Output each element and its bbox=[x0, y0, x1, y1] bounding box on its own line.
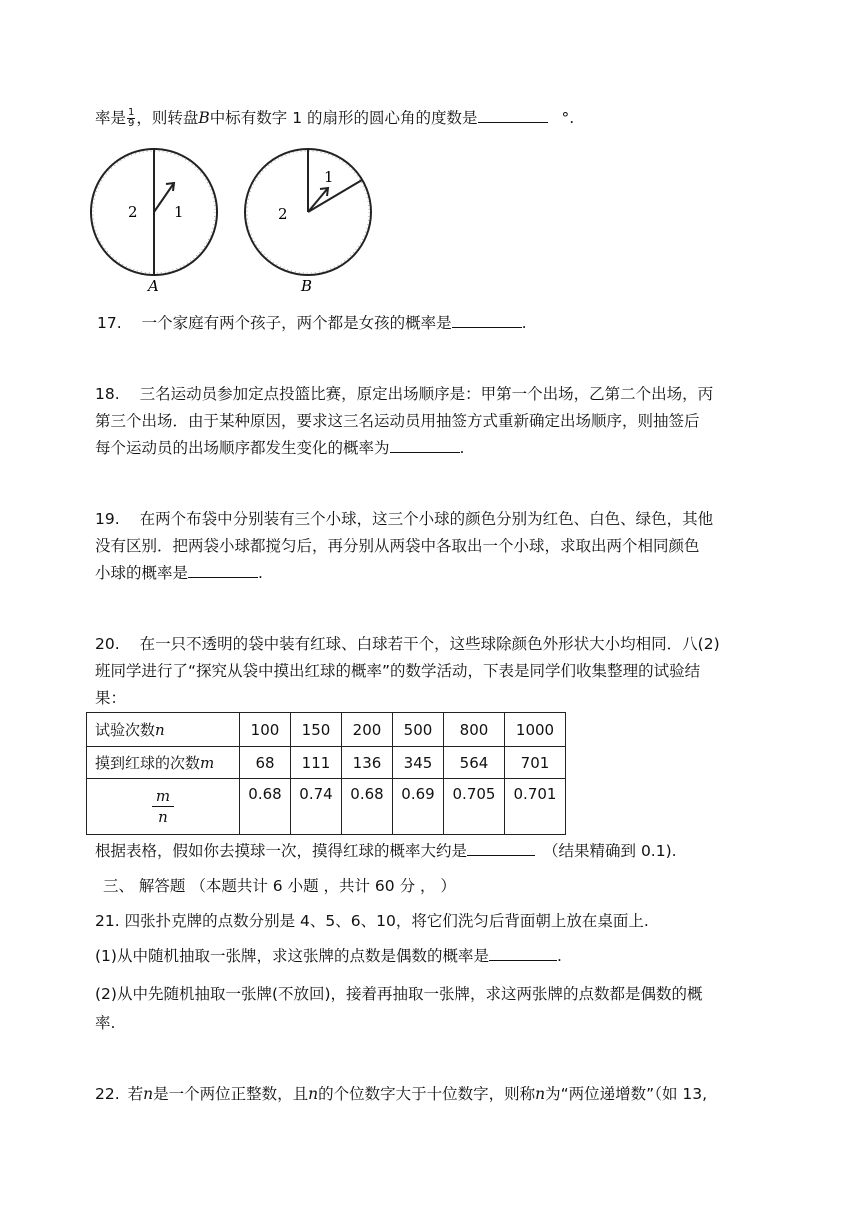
question-21-part-2-line-2: 率. bbox=[95, 1014, 116, 1032]
question-20-after-table: 根据表格，假如你去摸球一次，摸得红球的概率大约是 （结果精确到 0.1). bbox=[95, 842, 677, 860]
q19-number: 19. bbox=[95, 510, 120, 528]
table-header-trials: 试验次数n bbox=[87, 713, 240, 747]
q16-fraction: $\frac{1}{9}$ bbox=[128, 107, 135, 129]
question-21: 21. 四张扑克牌的点数分别是 4、5、6、10，将它们洗匀后背面朝上放在桌面上. bbox=[95, 912, 649, 930]
table-cell: 111 bbox=[291, 747, 342, 779]
q17-text: 一个家庭有两个孩子，两个都是女孩的概率是 bbox=[141, 314, 452, 332]
q16-text-2: ，则转盘 bbox=[136, 109, 199, 127]
q20-number: 20. bbox=[95, 635, 120, 653]
q21-answer-blank bbox=[489, 946, 557, 961]
q16-degree: °. bbox=[561, 109, 575, 127]
q16-line bbox=[95, 107, 574, 129]
table-cell: 200 bbox=[342, 713, 393, 747]
question-18-line-3: 每个运动员的出场顺序都发生变化的概率为 . bbox=[95, 439, 465, 457]
q16-answer-blank bbox=[478, 108, 548, 123]
spinner-b-label-1: 1 bbox=[324, 168, 334, 186]
q18-number: 18. bbox=[95, 385, 120, 403]
table-cell: 150 bbox=[291, 713, 342, 747]
question-22: 22. 若n是一个两位正整数，且n的个位数字大于十位数字，则称n为“两位递增数”（如 13, bbox=[95, 1085, 708, 1103]
q16-text-1: 率是 bbox=[95, 109, 127, 127]
spinner-b-divider-diagonal bbox=[308, 180, 362, 212]
q20-answer-blank bbox=[467, 841, 535, 856]
ratio-fraction: $\frac{m}{n}$ bbox=[152, 786, 174, 827]
experiment-table bbox=[86, 712, 566, 835]
question-18-line-1: 18. 三名运动员参加定点投篮比赛，原定出场顺序是：甲第一个出场，乙第二个出场，丙 bbox=[95, 385, 714, 403]
table-cell: 0.74 bbox=[291, 779, 342, 835]
table-header-red-count: 摸到红球的次数m bbox=[87, 747, 240, 779]
table-row-ratio bbox=[87, 779, 566, 835]
table-cell: 0.68 bbox=[240, 779, 291, 835]
spinner-a-label-2: 2 bbox=[128, 203, 138, 221]
table-cell: 0.69 bbox=[393, 779, 444, 835]
spinner-b-label-2: 2 bbox=[278, 205, 288, 223]
table-cell: 0.705 bbox=[444, 779, 505, 835]
spinner-a-arrow bbox=[154, 183, 174, 212]
table-cell: 0.68 bbox=[342, 779, 393, 835]
table-cell: 1000 bbox=[505, 713, 566, 747]
question-17: 17. 一个家庭有两个孩子，两个都是女孩的概率是 . bbox=[97, 314, 527, 332]
question-21-part-1: (1)从中随机抽取一张牌，求这张牌的点数是偶数的概率是 . bbox=[95, 947, 562, 965]
q16-text-3: 中标有数字 1 的扇形的圆心角的度数是 bbox=[209, 109, 478, 127]
section-3-heading: 三、 解答题 （本题共计 6 小题 ，共计 60 分 ， ） bbox=[103, 877, 456, 895]
question-20-line-3: 果： bbox=[95, 689, 127, 707]
question-19-line-1: 19. 在两个布袋中分别装有三个小球，这三个小球的颜色分别为红色、白色、绿色，其他 bbox=[95, 510, 714, 528]
table-header-ratio bbox=[87, 779, 240, 835]
table-cell: 800 bbox=[444, 713, 505, 747]
question-21-part-2-line-1: (2)从中先随机抽取一张牌(不放回)，接着再抽取一张牌，求这两张牌的点数都是偶数的概 bbox=[95, 985, 703, 1003]
spinner-a-name: A bbox=[148, 277, 159, 295]
table-cell: 345 bbox=[393, 747, 444, 779]
table-cell: 564 bbox=[444, 747, 505, 779]
question-20-line-2: 班同学进行了“探究从袋中摸出红球的概率”的数学活动，下表是同学们收集整理的试验结 bbox=[95, 662, 701, 680]
question-18-line-2: 第三个出场．由于某种原因，要求这三名运动员用抽签方式重新确定出场顺序，则抽签后 bbox=[95, 412, 700, 430]
table-cell: 0.701 bbox=[505, 779, 566, 835]
q16-var-b: B bbox=[198, 109, 210, 127]
question-20-line-1: 20. 在一只不透明的袋中装有红球、白球若干个，这些球除颜色外形状大小均相同．八(2) bbox=[95, 635, 720, 653]
spinner-b-name: B bbox=[301, 277, 313, 295]
q17-answer-blank bbox=[452, 313, 522, 328]
table-cell: 100 bbox=[240, 713, 291, 747]
q18-answer-blank bbox=[390, 438, 460, 453]
table-row-trials bbox=[87, 713, 566, 747]
q17-number: 17. bbox=[97, 314, 122, 332]
spinner-b-arrow bbox=[308, 188, 328, 212]
table-cell: 701 bbox=[505, 747, 566, 779]
table-cell: 136 bbox=[342, 747, 393, 779]
spinner-figure bbox=[88, 140, 388, 300]
table-row-red-count bbox=[87, 747, 566, 779]
q19-answer-blank bbox=[188, 563, 258, 578]
question-19-line-3: 小球的概率是 . bbox=[95, 564, 263, 582]
table-cell: 68 bbox=[240, 747, 291, 779]
spinner-a-label-1: 1 bbox=[174, 203, 184, 221]
question-19-line-2: 没有区别．把两袋小球都搅匀后，再分别从两袋中各取出一个小球，求取出两个相同颜色 bbox=[95, 537, 700, 555]
table-cell: 500 bbox=[393, 713, 444, 747]
